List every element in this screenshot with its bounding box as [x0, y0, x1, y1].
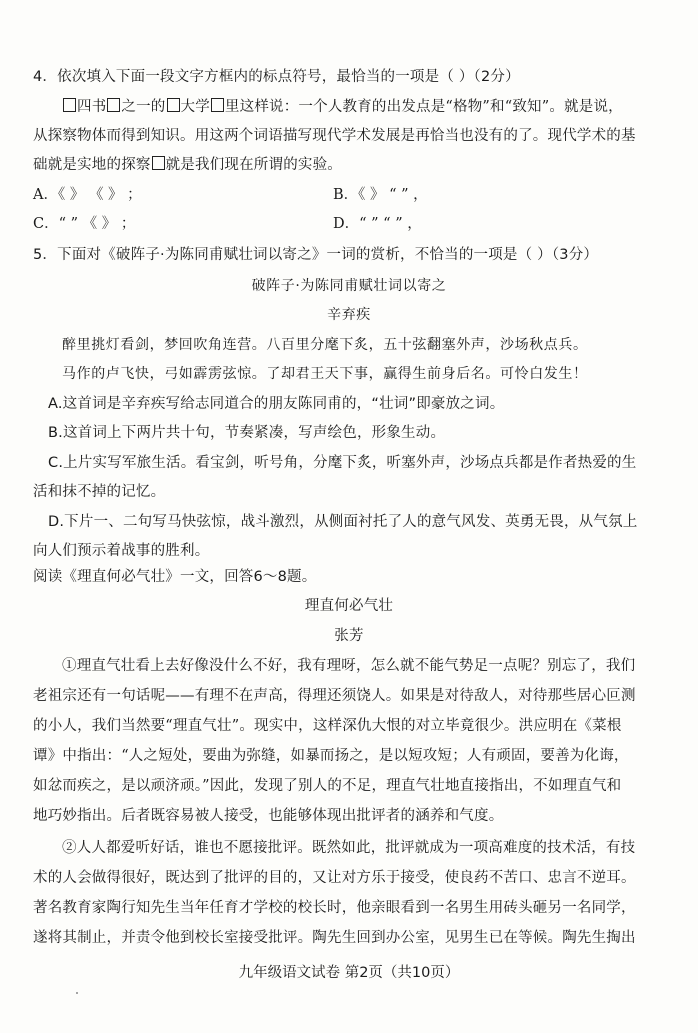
paragraph-2-line-1: ②人人都爱听好话，谁也不愿接批评。既然如此，批评就成为一项高难度的技术活，有技	[62, 840, 636, 856]
question-5-option-d-line-2: 向人们预示着战事的胜利。	[33, 543, 210, 559]
question-4-passage-line-1	[62, 97, 623, 117]
paragraph-2-line-4: 遂将其制止，并责令他到校长室接受批评。陶先生回到办公室，见男生已在等候。陶先生掏出	[33, 930, 636, 946]
paragraph-1-line-5: 如忿而疾之，是以顽济顽。”因此，发现了别人的不足，理直气壮地直接指出，不如理直气和	[33, 778, 622, 794]
question-4-passage-line-3	[33, 155, 342, 175]
question-4-option-c: C．“ ” 《 》 ；	[33, 216, 136, 232]
question-4-option-a: A．《 》 《 》 ；	[33, 187, 142, 203]
blank-box	[107, 98, 120, 112]
question-4-stem: 4．依次填入下面一段文字方框内的标点符号，最恰当的一项是（ ）（2分）	[33, 69, 520, 85]
question-5-option-d-line-1: D.下片一、二句写马快弦惊，战斗激烈，从侧面衬托了人的意气风发、英勇无畏，从气氛上	[48, 514, 638, 530]
passage-text: 里这样说：一个人教育的出发点是“格物”和“致知”。就是说，	[224, 99, 623, 115]
passage-text: 础就是实地的探察	[33, 157, 151, 173]
blank-box	[63, 98, 76, 112]
blank-box	[152, 156, 165, 170]
page-footer: 九年级语文试卷 第2页（共10页）	[238, 965, 460, 981]
paragraph-1-line-3: 的小人，我们当然要“理直气壮”。现实中，这样深仇大恨的对立毕竟很少。洪应明在《菜根	[33, 718, 622, 734]
poem-line-2: 马作的卢飞快，弓如霹雳弦惊。了却君王天下事，赢得生前身后名。可怜白发生！	[62, 366, 588, 382]
paragraph-1-line-2: 老祖宗还有一句话呢——有理不在声高，得理还须饶人。如果是对待敌人，对待那些居心叵测	[33, 688, 636, 704]
poem-author: 辛弃疾	[327, 307, 371, 323]
paragraph-1-line-6: 地巧妙指出。后者既容易被人接受，也能够体现出批评者的涵养和气度。	[33, 808, 504, 824]
passage-text: 之一的	[121, 99, 166, 115]
reading-intro: 阅读《理直何必气壮》一文，回答6～8题。	[33, 569, 317, 585]
question-5-option-a: A.这首词是辛弃疾写给志同道合的朋友陈同甫的，“壮词”即豪放之词。	[48, 396, 505, 412]
blank-box	[167, 98, 180, 112]
article-author: 张芳	[334, 628, 364, 644]
question-4-passage-line-2: 从探察物体而得到知识。用这两个词语描写现代学术发展是再恰当也没有的了。现代学术的基	[33, 128, 636, 144]
question-5-option-c-line-1: C.上片实写军旅生活。看宝剑，听号角，分麾下炙，听塞外声，沙场点兵都是作者热爱的生	[48, 455, 637, 471]
blank-box	[211, 98, 224, 112]
question-4-option-b: B．《 》 “ ” ，	[333, 187, 428, 203]
paragraph-1-line-4: 谭》中指出：“人之短处，要曲为弥缝，如暴而扬之，是以短攻短；人有顽固，要善为化诲，	[33, 748, 629, 764]
poem-title: 破阵子·为陈同甫赋壮词以寄之	[251, 278, 447, 294]
passage-text: 大学	[180, 99, 210, 115]
question-4-option-d: D．“ ” “ ” ，	[333, 216, 422, 232]
question-5-option-b: B.这首词上下两片共十句，节奏紧凑，写声绘色，形象生动。	[48, 425, 446, 441]
article-title: 理直何必气壮	[304, 598, 394, 614]
passage-text: 四书	[77, 99, 107, 115]
poem-line-1: 醉里挑灯看剑，梦回吹角连营。八百里分麾下炙，五十弦翻塞外声，沙场秋点兵。	[62, 337, 588, 353]
scan-speck	[76, 992, 78, 994]
paragraph-2-line-3: 著名教育家陶行知先生当年任育才学校的校长时，他亲眼看到一名男生用砖头砸另一名同学，	[33, 900, 636, 916]
paragraph-1-line-1: ①理直气壮看上去好像没什么不好，我有理呀，怎么就不能气势足一点呢？别忘了，我们	[62, 658, 636, 674]
paragraph-2-line-2: 术的人会做得很好，既达到了批评的目的，又让对方乐于接受，使良药不苦口、忠言不逆耳。	[33, 870, 636, 886]
passage-text: 就是我们现在所谓的实验。	[165, 157, 343, 173]
question-5-stem: 5．下面对《破阵子·为陈同甫赋壮词以寄之》一词的赏析，不恰当的一项是（ ）（3分）	[33, 247, 599, 263]
question-5-option-c-line-2: 活和抹不掉的记忆。	[33, 484, 166, 500]
